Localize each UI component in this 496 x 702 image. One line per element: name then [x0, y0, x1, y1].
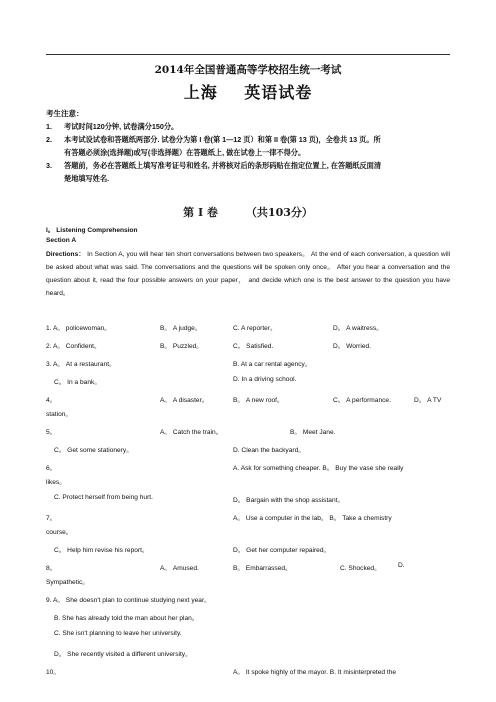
notes-heading: 考生注意： [46, 109, 84, 118]
section-heading: I。 Listening Comprehension [46, 227, 138, 234]
q6-option-d: D。 Bargain with the shop assistant。 [233, 497, 345, 504]
q3-option-a: 3. A。 At a restaurant。 [46, 361, 116, 368]
q3-option-d: D. In a driving school. [233, 376, 297, 383]
q5-option-d: D. Clean the backyard。 [233, 447, 305, 454]
q8-option-d: D. [398, 562, 405, 569]
q9-option-a: 9. A。 She doesn't plan to continue studying next year。 [46, 597, 211, 604]
q4-option-d-cont: station。 [46, 411, 73, 418]
directions [46, 248, 450, 300]
part-heading [0, 204, 496, 220]
q1-option-a: 1. A。 policewoman。 [46, 325, 111, 332]
section-sub: Section A [46, 237, 77, 244]
q2-option-d: D。 Worried. [333, 343, 371, 350]
q1-option-c: C. A reporter。 [233, 325, 277, 332]
header-rule [46, 54, 450, 55]
q8-option-d-cont: Sympathetic。 [46, 579, 89, 586]
note-number: 2. [46, 135, 52, 144]
q6-option-cont: likes。 [46, 479, 66, 486]
q1-option-d: D。 A waitress。 [333, 325, 383, 332]
q10-option-a: A。 It spoke highly of the mayor. B. It misinterpreted the [233, 669, 397, 676]
note-text: 本考试设试卷和答题纸两部分. 试卷分为第 I 卷(第 1—12 页）和第 II 卷(第 13 页)，全卷共 13 页。所 [64, 135, 381, 144]
part-score: （共103分） [245, 206, 313, 219]
exam-subtitle [0, 80, 496, 103]
note-continuation: 有答题必须涂(选择题)或写(非选择题）在答题纸上, 做在试卷上一律不得分。 [64, 148, 306, 157]
note-number: 3. [46, 161, 52, 170]
q3-option-c: C。 In a bank。 [54, 379, 101, 386]
q6-option-a: A. Ask for something cheaper. B。 Buy the vase she really [233, 465, 404, 472]
q8-number: 8。 [46, 565, 57, 572]
q8-option-c: C. Shocked。 [340, 565, 381, 572]
q10-number: 10。 [46, 669, 60, 676]
q4-option-d: D。 A TV [414, 397, 442, 404]
q5-option-c: C。 Get some stationery。 [54, 447, 133, 454]
q3-option-b: B. At a car rental agency。 [233, 361, 312, 368]
q4-option-c: C。 A performance. [333, 397, 391, 404]
q7-option-d: D。 Get her computer repaired。 [233, 547, 331, 554]
note-item [46, 135, 450, 145]
directions-label: Directions： [46, 251, 86, 258]
q5-number: 5。 [46, 429, 57, 436]
q4-option-a: A。 A disaster。 [160, 397, 209, 404]
exam-title: 2014年全国普通高等学校招生统一考试 [154, 64, 342, 76]
subtitle-city: 上海 [183, 83, 218, 102]
q9-option-b: B. She has already told the man about her plan。 [54, 615, 199, 622]
q4-option-b: B。 A new roof。 [233, 397, 284, 404]
q2-option-a: 2. A。 Confident。 [46, 343, 101, 350]
q7-number: 7。 [46, 515, 57, 522]
q7-option-c: C。 Help him revise his report。 [54, 547, 149, 554]
note-continuation: 楚地填写姓名. [64, 174, 110, 183]
directions-text: In Section A, you will hear ten short conversations between two speakers。 At the end of each conversation, a question will be asked about what was said. The conversations and the questions will be spoken only once。 After you hear a conversation and the question about it, read the four possible answers on your paper， and decide which one is the best answer to the question you have heard。 [46, 251, 450, 297]
q6-option-c: C. Protect herself from being hurt. [54, 494, 153, 501]
note-text: 考试时间120分钟, 试卷满分150分。 [64, 122, 179, 131]
q7-option-a: A。 Use a computer in the lab。 B。 Take a chemistry [233, 515, 392, 522]
note-item [46, 161, 450, 171]
q8-option-b: B。 Embarrassed。 [233, 565, 292, 572]
q9-option-c: C. She isn't planning to leave her university. [54, 630, 182, 637]
note-text: 答题前，务必在答题纸上填写准考证号和姓名, 并将核对后的条形码贴在指定位置上, 在答题纸反面清 [64, 161, 382, 170]
q2-option-c: C。 Satisfied. [233, 343, 274, 350]
note-item [46, 122, 450, 132]
subtitle-subject: 英语试卷 [244, 83, 313, 102]
q6-number: 6。 [46, 465, 57, 472]
q9-option-d: D。 She recently visited a different university。 [54, 651, 192, 658]
q7-option-cont: course。 [46, 529, 73, 536]
q1-option-b: B。 A judge。 [160, 325, 202, 332]
q5-option-a: A。 Catch the train。 [160, 429, 223, 436]
part-label: 第 I 卷 [183, 206, 218, 219]
q4-number: 4。 [46, 397, 57, 404]
q2-option-b: B。 Puzzled。 [160, 343, 203, 350]
q5-option-b: B。 Meet Jane. [290, 429, 336, 436]
note-number: 1. [46, 122, 52, 131]
q8-option-a: A。 Amused. [160, 565, 199, 572]
